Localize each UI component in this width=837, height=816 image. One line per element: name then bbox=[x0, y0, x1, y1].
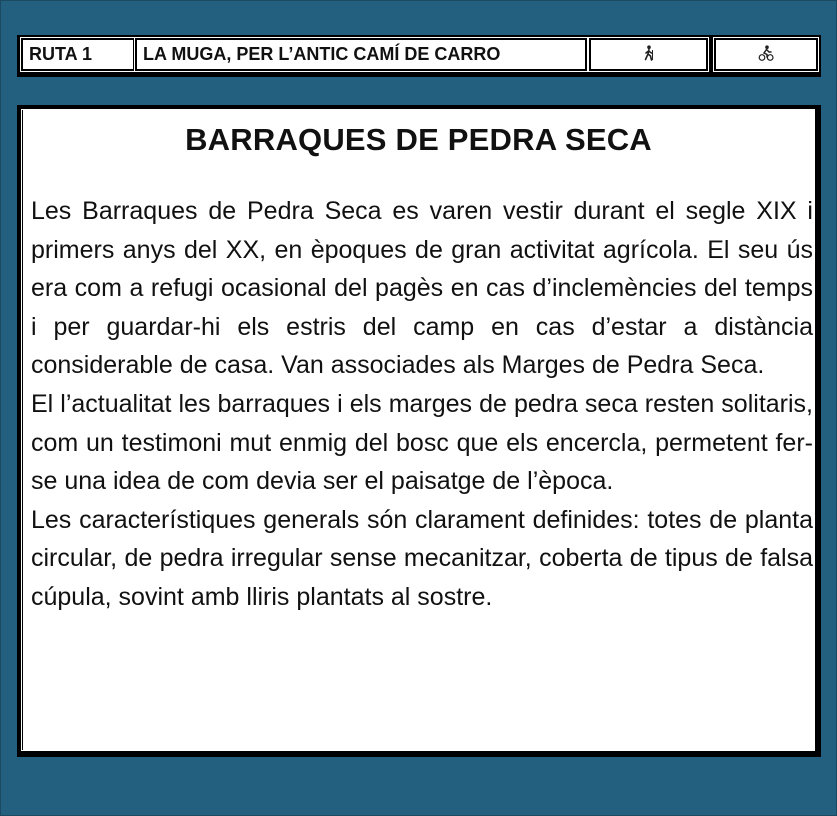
paragraph: Les característiques generals són clarament definides: totes de planta circular, de pedra irregular sense mecanitzar, coberta de tipus de falsa cúpula, sovint amb lliris plantats al sostre. bbox=[31, 505, 813, 611]
walking-cell bbox=[589, 38, 708, 71]
cyclist-icon bbox=[758, 45, 774, 64]
content-panel bbox=[17, 105, 821, 757]
route-title: LA MUGA, PER L’ANTIC CAMÍ DE CARRO bbox=[135, 38, 587, 71]
paragraph: El l’actualitat les barraques i els marges de pedra seca resten solitaris, com un testimoni mut enmig del bosc que els encercla, permetent fer-se una idea de com devia ser el paisatge de l’època. bbox=[31, 389, 813, 496]
cycling-cell bbox=[714, 38, 818, 71]
content-area bbox=[22, 110, 814, 750]
section-title: BARRAQUES DE PEDRA SECA bbox=[185, 122, 652, 157]
hiker-icon bbox=[642, 45, 656, 64]
section-body bbox=[31, 192, 813, 617]
paragraph: Les Barraques de Pedra Seca es varen vestir durant el segle XIX i primers anys del XX, en èpoques de gran activitat agrícola. El seu ús era com a refugi ocasional del pagès en cas d’inclemències del temps i per guardar-hi els estris del camp en cas d’estar a distància considerable de casa. Van associades als Marges de Pedra Seca. bbox=[31, 197, 813, 380]
route-number: RUTA 1 bbox=[21, 38, 135, 71]
route-header bbox=[17, 35, 821, 77]
